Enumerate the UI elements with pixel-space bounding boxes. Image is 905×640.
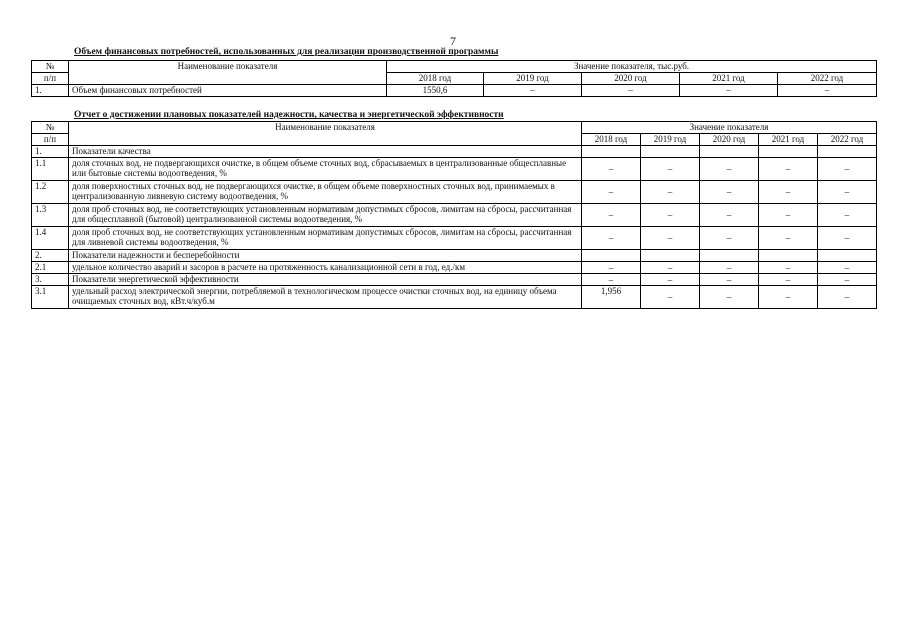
row-number: 2.1 xyxy=(32,262,69,274)
value-cell: – xyxy=(582,181,641,204)
year-header: 2020 год xyxy=(582,73,680,85)
col-name-header: Наименование показателя xyxy=(69,61,387,85)
row-number: 1.4 xyxy=(32,227,69,250)
value-cell xyxy=(700,250,759,262)
value-cell: – xyxy=(700,227,759,250)
row-name: Показатели качества xyxy=(69,146,582,158)
row-number: 3.1 xyxy=(32,286,69,309)
value-cell: – xyxy=(680,85,778,97)
value-cell: – xyxy=(700,262,759,274)
table-row xyxy=(32,158,877,181)
value-cell: – xyxy=(641,227,700,250)
value-cell: – xyxy=(582,158,641,181)
section-row xyxy=(32,274,877,286)
table-row xyxy=(32,227,877,250)
col-num-header: № xyxy=(32,122,69,134)
value-cell xyxy=(582,250,641,262)
row-name: удельное количество аварий и засоров в расчете на протяженность канализационной сети в год, ед./км xyxy=(69,262,582,274)
col-num-header-2: п/п xyxy=(32,73,69,85)
value-cell: – xyxy=(641,262,700,274)
row-name: Объем финансовых потребностей xyxy=(69,85,387,97)
col-value-group-header: Значение показателя xyxy=(582,122,877,134)
table-row xyxy=(32,204,877,227)
value-cell: – xyxy=(700,181,759,204)
row-number: 1. xyxy=(32,85,69,97)
col-num-header: № xyxy=(32,61,69,73)
col-value-group-header: Значение показателя, тыс.руб. xyxy=(387,61,877,73)
value-cell: – xyxy=(818,158,877,181)
value-cell: – xyxy=(582,262,641,274)
value-cell: – xyxy=(759,227,818,250)
value-cell: – xyxy=(700,286,759,309)
year-header: 2022 год xyxy=(818,134,877,146)
value-cell xyxy=(641,250,700,262)
table-row xyxy=(32,286,877,309)
value-cell: – xyxy=(818,274,877,286)
page-number: 7 xyxy=(450,34,456,48)
indicators-table-title: Отчет о достижении плановых показателей надежности, качества и энергетической эффективности xyxy=(74,110,504,120)
value-cell: – xyxy=(818,286,877,309)
value-cell xyxy=(641,146,700,158)
section-row xyxy=(32,250,877,262)
row-name: доля проб сточных вод, не соответствующих установленным нормативам допустимых сбросов, лимитам на сбросы, рассчитанная для общесплавной (бытовой) централизованной системы водоотведения, % xyxy=(69,204,582,227)
value-cell: – xyxy=(759,262,818,274)
value-cell: 1,956 xyxy=(582,286,641,309)
row-name: доля проб сточных вод, не соответствующих установленным нормативам допустимых сбросов, лимитам на сбросы, рассчитанная для ливневой системы водоотведения, % xyxy=(69,227,582,250)
col-name-header: Наименование показателя xyxy=(69,122,582,146)
value-cell: 1550,6 xyxy=(387,85,484,97)
value-cell: – xyxy=(700,158,759,181)
value-cell: – xyxy=(759,158,818,181)
year-header: 2019 год xyxy=(484,73,582,85)
value-cell: – xyxy=(484,85,582,97)
value-cell xyxy=(818,146,877,158)
value-cell: – xyxy=(582,204,641,227)
table-header-row xyxy=(32,122,877,134)
value-cell: – xyxy=(818,227,877,250)
year-header: 2019 год xyxy=(641,134,700,146)
section-row xyxy=(32,146,877,158)
table-header-row xyxy=(32,61,877,73)
table-row xyxy=(32,262,877,274)
value-cell: – xyxy=(759,181,818,204)
year-header: 2021 год xyxy=(680,73,778,85)
value-cell: – xyxy=(582,85,680,97)
table-row xyxy=(32,85,877,97)
row-number: 2. xyxy=(32,250,69,262)
value-cell: – xyxy=(759,204,818,227)
row-name: Показатели энергетической эффективности xyxy=(69,274,582,286)
value-cell: – xyxy=(641,204,700,227)
year-header: 2018 год xyxy=(387,73,484,85)
row-number: 1. xyxy=(32,146,69,158)
value-cell: – xyxy=(759,286,818,309)
value-cell: – xyxy=(582,274,641,286)
year-header: 2018 год xyxy=(582,134,641,146)
value-cell xyxy=(582,146,641,158)
row-name: удельный расход электрической энергии, потребляемой в технологическом процессе очистки сточных вод, на единицу объема очищаемых сточных вод, кВт.ч/куб.м xyxy=(69,286,582,309)
row-number: 3. xyxy=(32,274,69,286)
row-number: 1.3 xyxy=(32,204,69,227)
financial-needs-table xyxy=(31,60,877,97)
value-cell: – xyxy=(641,286,700,309)
value-cell: – xyxy=(582,227,641,250)
value-cell: – xyxy=(700,274,759,286)
value-cell xyxy=(818,250,877,262)
value-cell: – xyxy=(818,181,877,204)
value-cell xyxy=(759,250,818,262)
row-name: Показатели надежности и бесперебойности xyxy=(69,250,582,262)
value-cell xyxy=(759,146,818,158)
table-row xyxy=(32,181,877,204)
value-cell: – xyxy=(700,204,759,227)
value-cell: – xyxy=(759,274,818,286)
row-number: 1.1 xyxy=(32,158,69,181)
year-header: 2021 год xyxy=(759,134,818,146)
value-cell xyxy=(700,146,759,158)
year-header: 2022 год xyxy=(778,73,877,85)
value-cell: – xyxy=(641,181,700,204)
indicators-table xyxy=(31,121,877,309)
value-cell: – xyxy=(641,158,700,181)
value-cell: – xyxy=(818,262,877,274)
row-number: 1.2 xyxy=(32,181,69,204)
financial-table-title: Объем финансовых потребностей, использованных для реализации производственной программы xyxy=(74,47,499,57)
col-num-header-2: п/п xyxy=(32,134,69,146)
row-name: доля сточных вод, не подвергающихся очистке, в общем объеме сточных вод, сбрасываемых в централизованные общесплавные или бытовые системы водоотведения, % xyxy=(69,158,582,181)
value-cell: – xyxy=(778,85,877,97)
row-name: доля поверхностных сточных вод, не подвергающихся очистке, в общем объеме поверхностных сточных вод, принимаемых в централизованную ливневую систему водоотведения, % xyxy=(69,181,582,204)
value-cell: – xyxy=(818,204,877,227)
year-header: 2020 год xyxy=(700,134,759,146)
value-cell: – xyxy=(641,274,700,286)
